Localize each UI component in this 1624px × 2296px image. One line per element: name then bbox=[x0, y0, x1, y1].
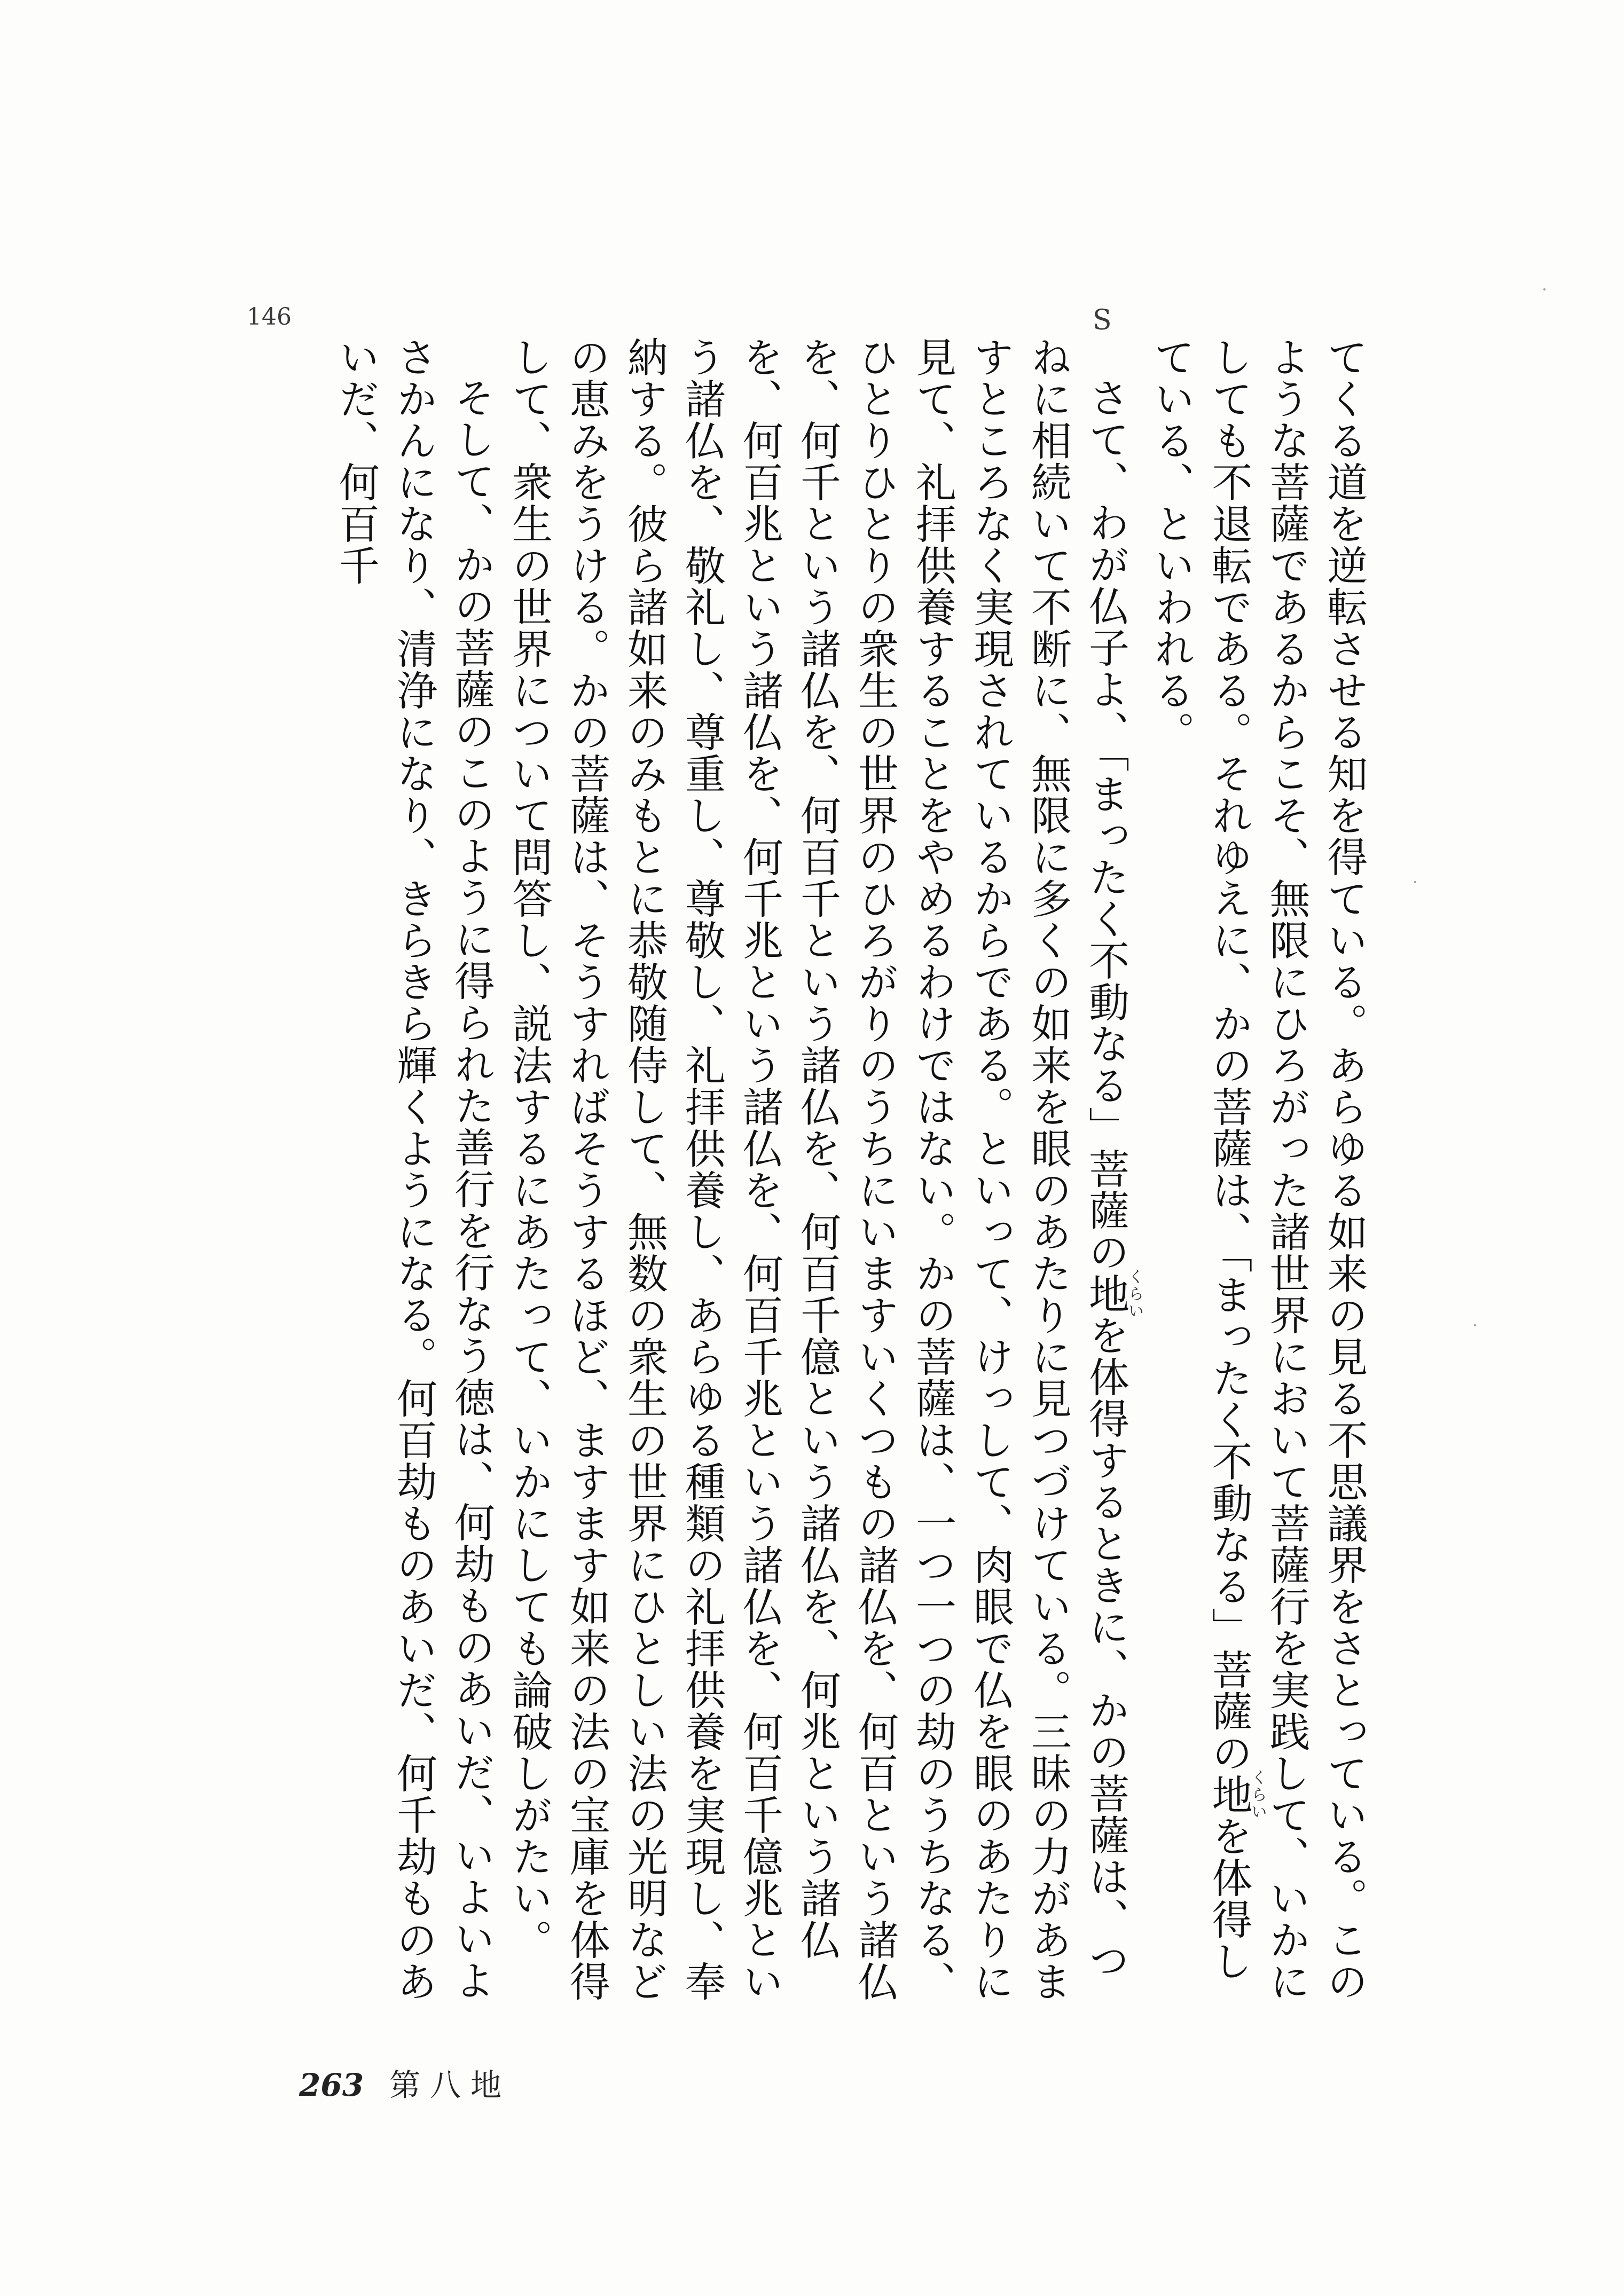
paragraph-2-start: さて、わが仏子よ、「まったく不動なる」菩薩の bbox=[1082, 377, 1130, 1273]
margin-page-number: 146 bbox=[247, 303, 292, 331]
paper-speck bbox=[1543, 288, 1545, 290]
paragraph-2-rest: を体得するときに、かの菩薩は、つねに相続いて不断に、無限に多くの如来を眼のあたりに見つづけている。三昧の力があますところなく実現されているからである。といって、けっして、肉眼で仏を眼のあたりに見て、礼拝供養することをやめるわけではない。かの菩薩は、一つ一つの劫のうちなる、ひとりひとりの衆生の世界のひろがりのうちにいますいくつもの諸仏を、何百という諸仏を、何千という諸仏を、何百千という諸仏を、何百千億という諸仏を、何兆という諸仏を、何百兆という諸仏を、何千兆という諸仏を、何百千兆という諸仏を、何百千億兆という諸仏を、敬礼し、尊重し、尊敬し、礼拝供養し、あらゆる種類の礼拝供養を実現し、奉納する。彼ら諸如来のみもとに恭敬随侍して、無数の衆生の世界にひとしい法の光明などの恵みをうける。かの菩薩は、そうすればそうするほど、ますます如来の法の宝庫を体得して、衆生の世界について問答し、説法するにあたって、いかにしても論破しがたい。 bbox=[505, 336, 1130, 2002]
footer-page-number: 263 bbox=[299, 2067, 364, 2103]
paragraph-1 bbox=[1142, 336, 1373, 2002]
ruby-kurai-1: 地くらい bbox=[1205, 1769, 1267, 1820]
paragraph-3: そして、かの菩薩のこのように得られた善行を行なう徳は、何劫ものあいだ、いよいよさかんになり、清浄になり、きらきら輝くようになる。何百劫ものあいだ、何千劫ものあいだ、何百千 bbox=[332, 336, 496, 2002]
paragraph-1-end: を体得している、といわれる。 bbox=[1148, 336, 1253, 1982]
paragraph-2 bbox=[500, 336, 1143, 2002]
paper-speck bbox=[1414, 881, 1416, 883]
page-footer bbox=[299, 2060, 511, 2105]
margin-mark: S bbox=[1093, 304, 1112, 336]
paper-speck bbox=[1474, 1324, 1476, 1326]
vertical-body-text bbox=[327, 336, 1374, 2002]
footer-chapter-title: 第八地 bbox=[389, 2067, 512, 2103]
paragraph-1-text: てくる道を逆転させる知を得ている。あらゆる如来の見る不思議界をさとっている。このような菩薩であるからこそ、無限にひろがった諸世界において菩薩行を実践して、いかにしても不退転である。それゆえに、かの菩薩は、「まったく不動なる」菩薩の bbox=[1205, 336, 1368, 2002]
ruby-kurai-2: 地くらい bbox=[1082, 1268, 1144, 1319]
